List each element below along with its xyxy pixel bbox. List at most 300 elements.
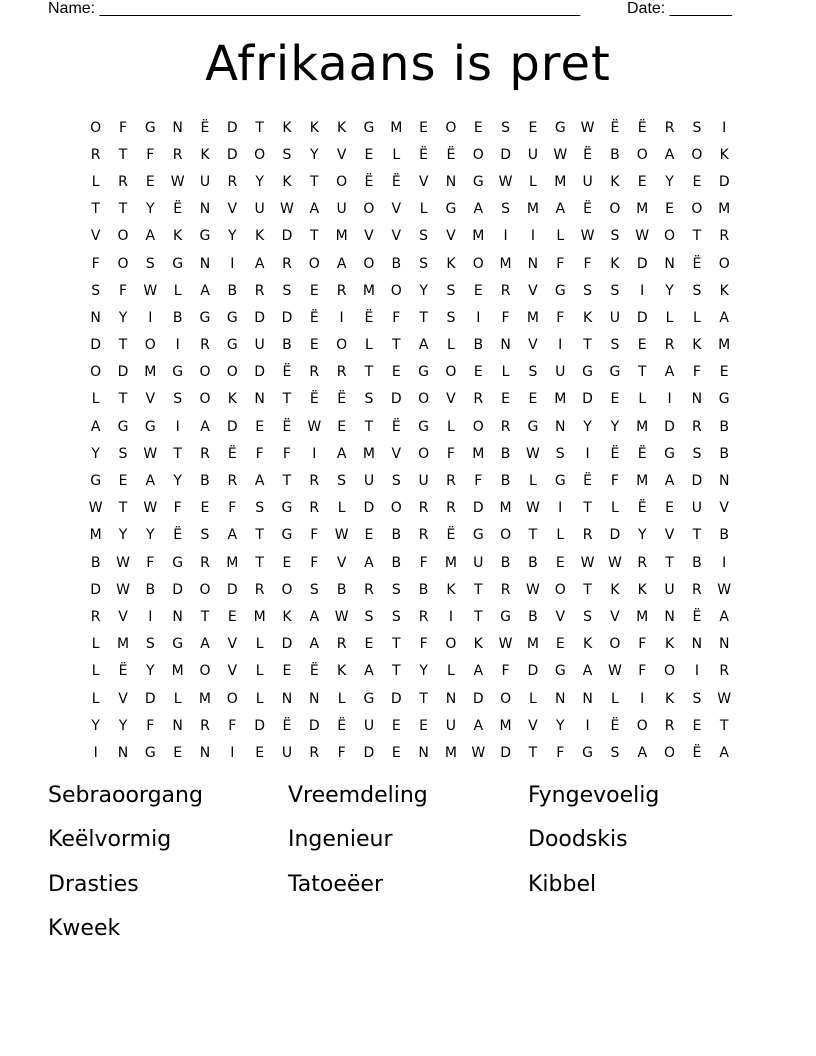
grid-letter[interactable]: B [227,282,238,299]
grid-letter[interactable]: G [418,418,430,435]
grid-letter[interactable]: V [227,201,238,218]
grid-letter[interactable]: I [175,337,180,354]
grid-letter[interactable]: O [199,391,211,408]
grid-letter[interactable]: T [118,146,128,163]
grid-letter[interactable]: Ë [692,608,702,625]
grid-letter[interactable]: E [473,364,483,381]
grid-letter[interactable]: K [446,255,456,272]
grid-letter[interactable]: R [719,663,730,680]
grid-letter[interactable]: F [556,255,565,272]
grid-letter[interactable]: L [337,500,346,517]
grid-letter[interactable]: E [637,337,647,354]
grid-letter[interactable]: W [580,228,595,245]
grid-letter[interactable]: K [610,255,620,272]
grid-letter[interactable]: Y [583,418,592,435]
grid-letter[interactable]: G [472,527,484,544]
grid-letter[interactable]: E [665,500,674,517]
grid-letter[interactable]: M [636,418,649,435]
grid-letter[interactable]: S [282,282,292,299]
grid-letter[interactable]: D [90,581,102,598]
grid-letter[interactable]: U [281,744,293,761]
grid-letter[interactable]: N [500,337,511,354]
grid-letter[interactable]: T [391,663,401,680]
grid-letter[interactable]: O [664,228,676,245]
grid-letter[interactable]: L [501,364,510,381]
grid-letter[interactable]: R [282,255,292,272]
grid-letter[interactable]: O [308,255,320,272]
grid-letter[interactable]: W [170,173,185,190]
grid-letter[interactable]: L [91,690,100,707]
grid-letter[interactable]: S [391,581,401,598]
grid-letter[interactable]: K [664,690,675,707]
grid-letter[interactable]: L [91,391,100,408]
grid-letter[interactable]: W [116,554,130,571]
grid-letter[interactable]: R [309,364,320,381]
grid-letter[interactable]: U [254,337,265,354]
grid-letter[interactable]: E [419,119,429,136]
grid-letter[interactable]: U [199,173,211,190]
grid-letter[interactable]: L [91,663,100,680]
grid-letter[interactable]: Ë [692,255,702,272]
grid-letter[interactable]: E [473,119,483,136]
grid-letter[interactable]: N [582,690,593,707]
grid-letter[interactable]: A [336,255,347,272]
grid-letter[interactable]: Ë [227,445,237,462]
grid-letter[interactable]: K [719,282,729,299]
grid-letter[interactable]: G [418,364,430,381]
grid-letter[interactable]: E [391,364,401,381]
grid-letter[interactable]: O [554,581,566,598]
grid-letter[interactable]: G [582,364,593,381]
grid-letter[interactable]: R [118,173,128,190]
grid-letter[interactable]: D [636,255,648,272]
grid-letter[interactable]: L [365,337,373,354]
grid-letter[interactable]: E [364,636,374,653]
grid-letter[interactable]: A [473,201,484,218]
grid-letter[interactable]: L [255,663,264,680]
grid-letter[interactable]: M [226,554,239,571]
grid-letter[interactable]: F [419,554,428,571]
grid-letter[interactable]: E [337,418,347,435]
grid-letter[interactable]: E [309,282,319,299]
grid-letter[interactable]: S [610,228,620,245]
grid-letter[interactable]: O [418,391,430,408]
grid-letter[interactable]: G [527,418,539,435]
grid-letter[interactable]: U [664,581,675,598]
grid-letter[interactable]: E [473,282,483,299]
grid-letter[interactable]: E [364,527,374,544]
grid-letter[interactable]: O [609,201,621,218]
grid-letter[interactable]: Ë [446,527,456,544]
grid-letter[interactable]: L [173,690,182,707]
grid-letter[interactable]: I [448,608,453,625]
grid-letter[interactable]: D [363,500,375,517]
grid-letter[interactable]: K [282,119,292,136]
grid-letter[interactable]: G [199,309,211,326]
grid-letter[interactable]: N [172,608,183,625]
grid-letter[interactable]: D [472,500,484,517]
grid-letter[interactable]: N [445,173,457,190]
grid-letter[interactable]: G [582,744,593,761]
grid-letter[interactable]: T [282,473,292,490]
grid-letter[interactable]: G [172,554,184,571]
grid-letter[interactable]: Y [255,173,264,190]
grid-letter[interactable]: V [227,636,238,653]
grid-letter[interactable]: A [418,337,429,354]
grid-letter[interactable]: S [528,364,538,381]
grid-letter[interactable]: V [719,500,729,517]
grid-letter[interactable]: D [226,146,238,163]
grid-letter[interactable]: L [692,309,701,326]
grid-letter[interactable]: O [691,201,703,218]
grid-letter[interactable]: R [309,744,320,761]
grid-letter[interactable]: K [227,391,237,408]
grid-letter[interactable]: G [281,527,293,544]
grid-letter[interactable]: L [556,228,565,245]
grid-letter[interactable]: T [364,364,374,381]
grid-letter[interactable]: N [527,255,539,272]
grid-letter[interactable]: Y [228,228,237,245]
grid-letter[interactable]: R [364,581,374,598]
grid-letter[interactable]: Y [419,663,428,680]
grid-letter[interactable]: V [555,608,566,625]
grid-letter[interactable]: V [528,717,538,734]
grid-letter[interactable]: S [391,608,401,625]
grid-letter[interactable]: U [582,173,593,190]
grid-letter[interactable]: Ë [610,445,620,462]
grid-letter[interactable]: F [146,146,155,163]
grid-letter[interactable]: B [391,527,402,544]
grid-letter[interactable]: T [473,608,483,625]
grid-letter[interactable]: V [118,608,128,625]
grid-letter[interactable]: W [334,527,349,544]
grid-letter[interactable]: R [336,364,347,381]
grid-letter[interactable]: A [254,473,265,490]
grid-letter[interactable]: R [227,473,238,490]
grid-letter[interactable]: Ë [364,173,374,190]
grid-letter[interactable]: M [116,636,130,653]
grid-letter[interactable]: A [637,744,648,761]
grid-letter[interactable]: S [145,255,155,272]
grid-letter[interactable]: A [90,418,101,435]
grid-letter[interactable]: L [610,500,619,517]
grid-letter[interactable]: O [90,364,102,381]
grid-letter[interactable]: Ë [309,309,319,326]
grid-letter[interactable]: A [364,663,374,680]
grid-letter[interactable]: B [200,473,210,490]
grid-letter[interactable]: N [691,636,703,653]
grid-letter[interactable]: D [117,364,129,381]
grid-letter[interactable]: A [145,228,156,245]
grid-letter[interactable]: F [501,663,510,680]
grid-letter[interactable]: A [309,608,320,625]
grid-letter[interactable]: S [610,282,620,299]
name-field-label[interactable]: Name: ______________________________________________________ [48,0,581,17]
grid-letter[interactable]: A [227,527,238,544]
grid-letter[interactable]: Y [146,201,155,218]
grid-letter[interactable]: M [362,282,375,299]
grid-letter[interactable]: Ë [583,201,592,218]
grid-letter[interactable]: I [93,744,98,761]
grid-letter[interactable]: V [118,690,128,707]
grid-letter[interactable]: D [226,418,238,435]
grid-letter[interactable]: N [664,608,675,625]
grid-letter[interactable]: Ë [637,119,647,136]
grid-letter[interactable]: S [91,282,101,299]
grid-letter[interactable]: G [554,663,566,680]
grid-letter[interactable]: D [308,717,320,734]
grid-letter[interactable]: S [692,690,702,707]
grid-letter[interactable]: T [528,744,538,761]
grid-letter[interactable]: Y [91,717,100,734]
grid-letter[interactable]: Ë [200,119,210,136]
grid-letter[interactable]: V [227,663,238,680]
grid-letter[interactable]: A [200,418,210,435]
grid-letter[interactable]: N [199,744,211,761]
grid-letter[interactable]: V [446,228,456,245]
grid-letter[interactable]: T [255,119,264,136]
grid-letter[interactable]: M [444,554,457,571]
grid-letter[interactable]: G [472,173,484,190]
grid-letter[interactable]: F [228,717,237,734]
grid-letter[interactable]: K [610,173,620,190]
grid-letter[interactable]: W [143,500,158,517]
grid-letter[interactable]: Ë [282,717,292,734]
grid-letter[interactable]: U [691,500,702,517]
grid-letter[interactable]: D [226,581,238,598]
grid-letter[interactable]: R [664,119,675,136]
grid-letter[interactable]: T [118,337,128,354]
grid-letter[interactable]: G [554,473,566,490]
grid-letter[interactable]: F [146,717,155,734]
grid-letter[interactable]: U [254,201,265,218]
grid-letter[interactable]: B [473,337,484,354]
grid-letter[interactable]: G [172,636,184,653]
grid-letter[interactable]: S [583,608,593,625]
grid-letter[interactable]: S [173,391,183,408]
grid-letter[interactable]: Ë [391,173,401,190]
grid-letter[interactable]: N [172,119,183,136]
grid-letter[interactable]: K [337,119,347,136]
grid-letter[interactable]: O [117,228,129,245]
grid-letter[interactable]: N [555,690,566,707]
grid-letter[interactable]: E [637,173,647,190]
grid-letter[interactable]: O [336,337,348,354]
grid-letter[interactable]: D [636,309,648,326]
grid-letter[interactable]: E [282,554,292,571]
grid-letter[interactable]: I [694,663,699,680]
grid-letter[interactable]: N [555,418,566,435]
grid-letter[interactable]: T [419,309,428,326]
grid-letter[interactable]: W [580,554,595,571]
grid-letter[interactable]: N [418,744,429,761]
grid-letter[interactable]: D [363,744,375,761]
grid-letter[interactable]: Ë [583,146,592,163]
grid-letter[interactable]: L [337,690,346,707]
grid-letter[interactable]: T [91,201,100,218]
grid-letter[interactable]: Y [118,717,128,734]
grid-letter[interactable]: O [500,527,512,544]
grid-letter[interactable]: S [419,255,429,272]
grid-letter[interactable]: W [525,500,540,517]
grid-letter[interactable]: R [90,146,101,163]
grid-letter[interactable]: W [607,554,622,571]
grid-letter[interactable]: D [254,364,266,381]
grid-letter[interactable]: E [610,391,620,408]
grid-letter[interactable]: R [336,282,347,299]
grid-letter[interactable]: G [226,337,238,354]
grid-letter[interactable]: U [336,201,347,218]
grid-letter[interactable]: O [636,717,648,734]
grid-letter[interactable]: V [528,337,538,354]
grid-letter[interactable]: L [392,146,401,163]
grid-letter[interactable]: B [145,581,156,598]
grid-letter[interactable]: E [692,173,702,190]
grid-letter[interactable]: L [556,527,565,544]
grid-letter[interactable]: U [445,717,457,734]
grid-letter[interactable]: D [664,418,675,435]
grid-letter[interactable]: W [307,418,322,435]
grid-letter[interactable]: F [638,636,647,653]
grid-letter[interactable]: O [199,364,211,381]
grid-letter[interactable]: R [172,146,183,163]
grid-letter[interactable]: S [364,608,374,625]
grid-letter[interactable]: T [118,201,128,218]
grid-letter[interactable]: W [635,228,650,245]
date-field-label[interactable]: Date: _______ [627,0,732,17]
grid-letter[interactable]: R [418,500,429,517]
grid-letter[interactable]: E [665,201,674,218]
grid-letter[interactable]: W [280,201,294,218]
grid-letter[interactable]: M [526,201,539,218]
grid-letter[interactable]: T [310,173,319,190]
grid-letter[interactable]: F [282,445,291,462]
grid-letter[interactable]: O [90,119,102,136]
grid-letter[interactable]: K [282,608,292,625]
grid-letter[interactable]: L [173,282,182,299]
grid-letter[interactable]: M [89,527,102,544]
grid-letter[interactable]: S [282,146,292,163]
grid-letter[interactable]: D [254,717,266,734]
grid-letter[interactable]: G [117,418,129,435]
grid-letter[interactable]: Ë [282,364,292,381]
grid-letter[interactable]: N [281,690,293,707]
grid-letter[interactable]: Ë [309,391,319,408]
grid-letter[interactable]: A [200,636,210,653]
grid-letter[interactable]: V [528,282,538,299]
grid-letter[interactable]: N [254,391,265,408]
grid-letter[interactable]: I [640,282,645,299]
grid-letter[interactable]: B [172,309,183,326]
grid-letter[interactable]: N [718,636,730,653]
grid-letter[interactable]: M [335,228,348,245]
grid-letter[interactable]: T [692,527,702,544]
grid-letter[interactable]: V [664,527,675,544]
grid-letter[interactable]: Ë [446,146,456,163]
grid-letter[interactable]: I [476,309,481,326]
grid-letter[interactable]: E [282,663,292,680]
grid-letter[interactable]: G [554,119,566,136]
grid-letter[interactable]: F [91,255,100,272]
grid-letter[interactable]: N [309,690,320,707]
grid-letter[interactable]: L [91,636,100,653]
grid-letter[interactable]: F [446,445,455,462]
grid-letter[interactable]: O [664,744,676,761]
grid-letter[interactable]: M [526,309,539,326]
grid-letter[interactable]: O [445,636,457,653]
grid-letter[interactable]: O [472,146,484,163]
grid-letter[interactable]: B [90,554,101,571]
grid-letter[interactable]: M [554,173,567,190]
grid-letter[interactable]: S [692,119,702,136]
grid-letter[interactable]: S [610,744,620,761]
grid-letter[interactable]: E [555,554,565,571]
grid-letter[interactable]: G [445,201,457,218]
grid-letter[interactable]: T [692,228,702,245]
grid-letter[interactable]: T [391,636,401,653]
grid-letter[interactable]: Y [665,173,674,190]
grid-letter[interactable]: O [199,663,211,680]
grid-letter[interactable]: O [472,418,484,435]
grid-letter[interactable]: S [555,445,565,462]
grid-letter[interactable]: O [254,146,266,163]
grid-letter[interactable]: S [255,500,265,517]
grid-letter[interactable]: G [363,690,375,707]
grid-letter[interactable]: D [172,581,184,598]
grid-letter[interactable]: D [500,146,511,163]
grid-letter[interactable]: S [501,201,511,218]
grid-letter[interactable]: W [525,581,540,598]
grid-letter[interactable]: M [171,663,184,680]
grid-letter[interactable]: A [582,663,593,680]
grid-letter[interactable]: F [638,663,647,680]
grid-letter[interactable]: F [337,744,346,761]
grid-letter[interactable]: L [529,473,537,490]
grid-letter[interactable]: B [391,255,402,272]
grid-letter[interactable]: Ë [364,309,374,326]
grid-letter[interactable]: D [390,690,402,707]
grid-letter[interactable]: K [664,636,675,653]
grid-letter[interactable]: G [718,391,730,408]
grid-letter[interactable]: W [580,119,595,136]
grid-letter[interactable]: A [719,744,729,761]
grid-letter[interactable]: G [199,228,211,245]
grid-letter[interactable]: L [665,309,674,326]
grid-letter[interactable]: E [391,717,401,734]
grid-letter[interactable]: I [148,608,153,625]
grid-letter[interactable]: Y [173,473,182,490]
grid-letter[interactable]: K [173,228,183,245]
grid-letter[interactable]: U [363,473,375,490]
grid-letter[interactable]: M [253,608,266,625]
grid-letter[interactable]: O [664,663,676,680]
grid-letter[interactable]: L [610,690,619,707]
grid-letter[interactable]: A [200,282,210,299]
grid-letter[interactable]: O [636,146,648,163]
grid-letter[interactable]: S [583,282,593,299]
grid-letter[interactable]: G [144,744,156,761]
grid-letter[interactable]: T [282,391,292,408]
grid-letter[interactable]: A [364,554,374,571]
grid-letter[interactable]: G [172,364,184,381]
grid-letter[interactable]: I [230,255,235,272]
grid-letter[interactable]: Ë [173,201,183,218]
grid-letter[interactable]: I [503,228,508,245]
grid-letter[interactable]: U [363,717,375,734]
grid-letter[interactable]: T [719,717,729,734]
grid-letter[interactable]: O [281,581,293,598]
grid-letter[interactable]: D [254,309,266,326]
